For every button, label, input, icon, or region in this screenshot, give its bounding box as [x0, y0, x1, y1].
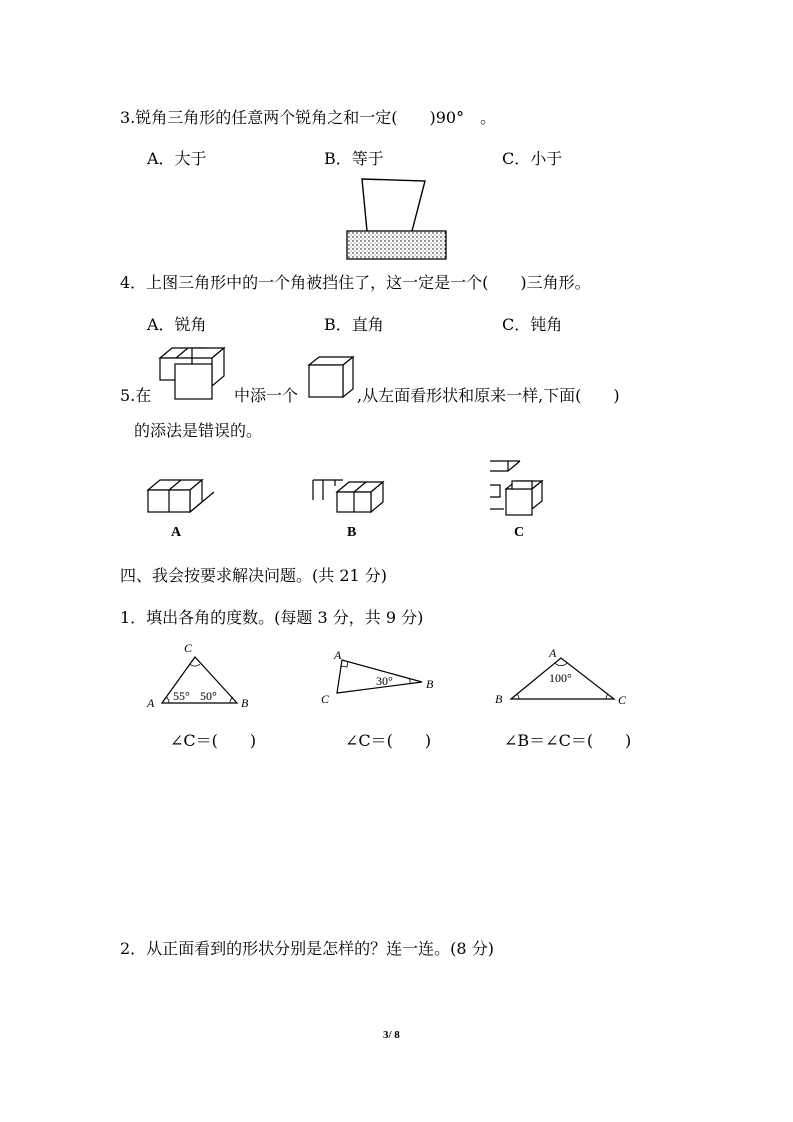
cover-block — [347, 231, 446, 259]
triangle-3-vertex-c: C — [618, 693, 627, 707]
triangle-3-figure — [488, 642, 638, 712]
page-number: 3/ 8 — [383, 1029, 400, 1041]
triangle-3-vertex-b: B — [495, 692, 503, 706]
q4-option-b: B．直角 — [324, 315, 384, 334]
q5-stem-part1: 5.在 — [120, 386, 152, 405]
triangle-1-vertex-right: B — [241, 696, 249, 710]
triangle-2-answer: ∠C＝( ) — [345, 731, 432, 750]
triangle-2-figure — [318, 645, 443, 711]
section4-heading: 四、我会按要求解决问题。(共 21 分) — [120, 566, 388, 585]
triangle-1-answer: ∠C＝( ) — [170, 731, 257, 750]
triangle-1-angle-a: 55° — [173, 689, 190, 703]
q3-option-b: B．等于 — [324, 149, 384, 168]
q3-option-c: C．小于 — [502, 149, 563, 168]
q3-option-a: A．大于 — [147, 149, 207, 168]
triangle-2-vertex-b: B — [426, 677, 434, 691]
triangle-1-vertex-left: A — [147, 696, 155, 710]
option-a-cubes-figure — [146, 474, 218, 518]
triangle-1-figure — [140, 640, 260, 712]
q3-stem: 3.锐角三角形的任意两个锐角之和一定( )90° 。 — [120, 108, 497, 127]
section4-q2-stem: 2．从正面看到的形状分别是怎样的？连一连。(8 分) — [120, 939, 494, 958]
q5-stem-part2: 中添一个 — [234, 386, 299, 405]
q4-option-a: A．锐角 — [147, 315, 207, 334]
triangle-2-angle: 30° — [376, 674, 393, 688]
triangle-1-vertex-top: C — [184, 641, 193, 655]
q5-stem-part3: ,从左面看形状和原来一样,下面( ) — [357, 386, 620, 405]
triangle-2-vertex-c: C — [321, 692, 330, 706]
triangle-shape — [362, 179, 425, 231]
q5-stem-line2: 的添法是错误的。 — [134, 421, 263, 440]
triangle-3-answer: ∠B＝∠C＝( ) — [504, 731, 632, 750]
triangle-2-vertex-a: A — [334, 648, 342, 662]
triangle-1-angle-b: 50° — [200, 689, 217, 703]
option-a-label: A — [171, 525, 182, 540]
section4-q1-stem: 1．填出各角的度数。(每题 3 分，共 9 分) — [120, 608, 424, 627]
hidden-triangle-figure — [340, 176, 452, 262]
q4-stem: 4．上图三角形中的一个角被挡住了，这一定是一个( )三角形。 — [120, 273, 591, 292]
option-c-label: C — [514, 525, 525, 540]
triangle-3-angle: 100° — [549, 671, 572, 685]
q4-option-c: C．钝角 — [502, 315, 563, 334]
original-cubes-figure — [158, 346, 230, 402]
option-b-cubes-figure — [309, 474, 389, 518]
triangle-3-vertex-a: A — [549, 646, 557, 660]
option-c-cubes-figure — [486, 457, 550, 519]
option-b-label: B — [347, 525, 357, 540]
single-cube-icon — [307, 355, 357, 401]
